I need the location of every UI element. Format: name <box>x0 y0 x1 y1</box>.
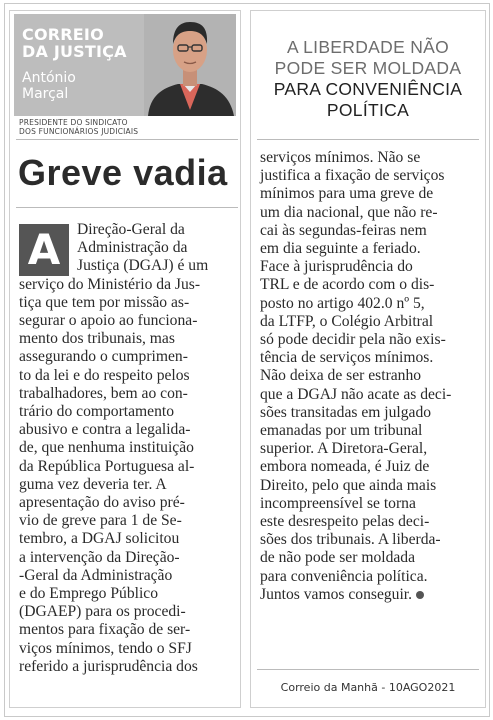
author-role-line2: DOS FUNCIONÁRIOS JUDICIAIS <box>19 127 139 136</box>
article-line: apresentação do aviso pré- <box>19 494 185 512</box>
drop-cap: A <box>19 224 69 276</box>
author-first-name: António <box>22 70 76 86</box>
article-line: trabalhadores, bem ao con- <box>19 384 188 402</box>
article-line: serviços mínimos. Não se <box>260 149 421 166</box>
article-line: em dia seguinte a feriado. <box>260 240 421 258</box>
right-column <box>250 10 486 708</box>
article-line: de não pode ser moldada <box>260 549 416 567</box>
article-line: tembro, a DGAJ solicitou <box>19 530 180 548</box>
author-last-name: Marçal <box>22 86 69 102</box>
pull-quote <box>251 37 485 121</box>
article-line: superior. A Diretora-Geral, <box>260 440 428 458</box>
article-line: Administração da <box>77 239 188 257</box>
article-line: sões transitadas em julgado <box>260 403 432 421</box>
article-line: abusivo e contra a legalida- <box>19 421 191 439</box>
article-line: (DGAEP) para os procedi- <box>19 603 186 621</box>
author-name <box>22 70 76 102</box>
article-line: que a DGAJ não acate as deci- <box>260 385 452 403</box>
author-role-line1: PRESIDENTE DO SINDICATO <box>19 118 128 127</box>
article-line: Justiça (DGAJ) é um <box>77 257 209 275</box>
pull-quote-line2: PODE SER MOLDADA <box>274 58 462 78</box>
article-line: de, que nenhuma instituição <box>19 439 194 457</box>
article-line: para conveniência política. <box>260 567 428 585</box>
article-body-right <box>260 149 482 604</box>
source-credit: Correio da Manhã - 10AGO2021 <box>280 681 456 694</box>
article-line: um dia nacional, que não re- <box>260 203 438 221</box>
article-line: da LTFP, o Colégio Arbitral <box>260 312 434 330</box>
article-line: sões dos tribunais. A liberda- <box>260 531 441 549</box>
article-line: mento dos tribunais, mas <box>19 330 175 348</box>
divider <box>257 669 479 670</box>
article-line: trário do comportamento <box>19 403 175 421</box>
left-column <box>9 10 241 708</box>
headline: Greve vadia <box>18 152 228 193</box>
article-line: Não deixa de ser estranho <box>260 367 422 385</box>
divider <box>257 139 479 140</box>
end-mark-icon <box>416 591 424 599</box>
article-line: TRL e de acordo com o dis- <box>260 276 435 294</box>
article-line: Face à jurisprudência do <box>260 258 413 276</box>
author-photo <box>144 14 236 116</box>
column-title-line1: CORREIO <box>22 25 104 44</box>
article-line: e do Emprego Público <box>19 585 159 603</box>
article-body-left <box>19 221 237 676</box>
article-line: incompreensível se torna <box>260 494 416 512</box>
article-line: to da lei e do respeito pelos <box>19 366 190 384</box>
column-title-line2: DA JUSTIÇA <box>22 42 127 61</box>
divider <box>16 207 238 208</box>
article-line: assegurando o cumprimen- <box>19 348 188 366</box>
article-line: a intervenção da Direção- <box>19 548 180 566</box>
article-line: referido a jurisprudência dos <box>19 657 198 675</box>
article-line: emanadas por um tribunal <box>260 422 423 440</box>
article-line: posto no artigo 402.0 nº 5, <box>260 294 425 312</box>
article-line: mentos para fixação de ser- <box>19 621 191 639</box>
article-line: Direito, pelo que ainda mais <box>260 476 437 494</box>
article-line: mínimos para uma greve de <box>260 185 434 203</box>
article-line: serviço do Ministério da Jus- <box>19 275 201 293</box>
article-line: vio de greve para 1 de Se- <box>19 512 182 530</box>
pull-quote-line3: PARA CONVENIÊNCIA <box>273 79 463 99</box>
article-line: segurar o apoio ao funciona- <box>19 312 198 330</box>
article-line: da República Portuguesa al- <box>19 457 195 475</box>
pull-quote-line4: POLÍTICA <box>326 100 410 120</box>
article-line: justifica a fixação de serviços <box>260 167 445 185</box>
article-line: guma vez deveria ter. A <box>19 475 167 493</box>
article-line: viços mínimos, tendo o SFJ <box>19 639 192 657</box>
article-line: Juntos vamos conseguir. <box>260 586 482 604</box>
author-role <box>19 118 239 136</box>
article-line: tiça que tem por missão as- <box>19 293 190 311</box>
article-line: embora nomeada, é Juiz de <box>260 458 430 476</box>
pull-quote-line1: A LIBERDADE NÃO <box>286 37 450 57</box>
article-line: Direção-Geral da <box>77 221 185 238</box>
article-line: este desrespeito pelas deci- <box>260 513 430 531</box>
article-line: só pode decidir pela não exis- <box>260 331 446 349</box>
article-line: cai às segundas-feiras nem <box>260 221 427 239</box>
column-header <box>14 14 236 116</box>
column-title <box>22 26 127 60</box>
article-line: -Geral da Administração <box>19 566 173 584</box>
article-line: tência de serviços mínimos. <box>260 349 434 367</box>
divider <box>16 139 238 140</box>
